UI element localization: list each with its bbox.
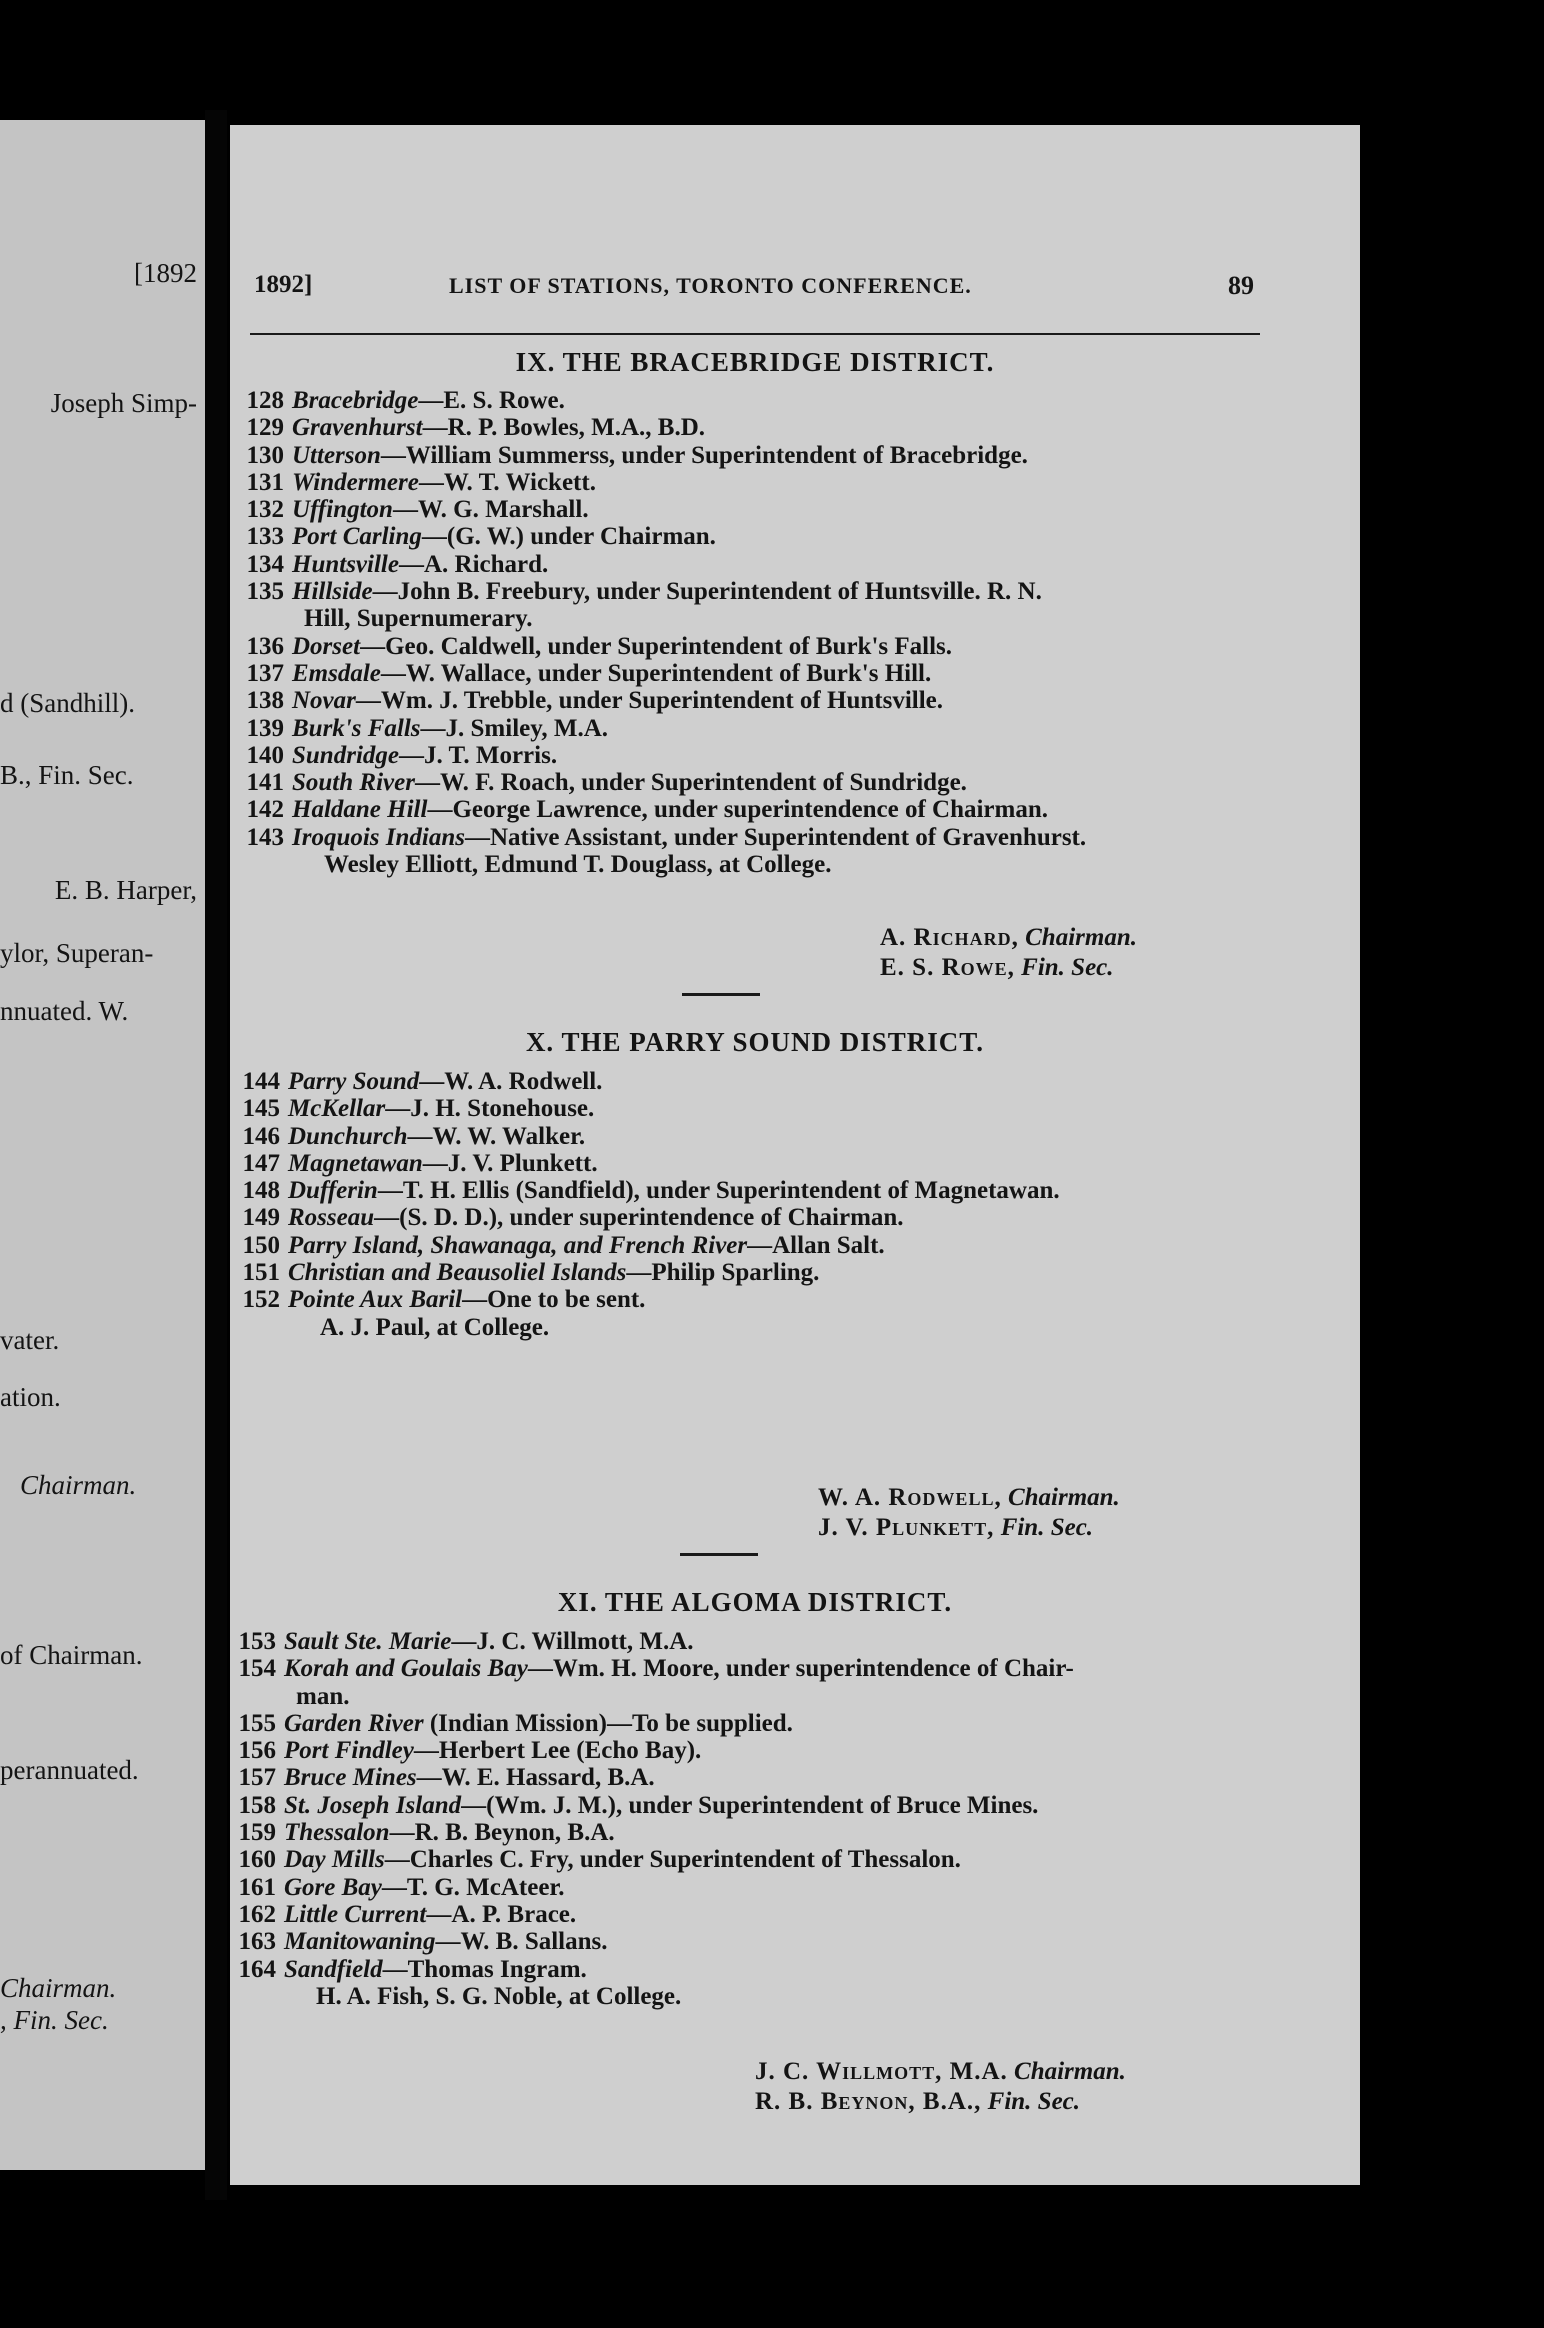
officer-name: J. C. Willmott, M.A. bbox=[755, 2058, 1008, 2085]
station-entry bbox=[234, 1901, 1274, 1928]
station-number: 132 bbox=[246, 496, 284, 524]
station-place: Day Mills bbox=[284, 1846, 385, 1874]
chairman-line bbox=[755, 2057, 1126, 2087]
station-number: 148 bbox=[242, 1177, 280, 1205]
station-entry bbox=[238, 1150, 1278, 1177]
station-text: —(S. D. D.), under superintendence of Chairman. bbox=[374, 1204, 904, 1232]
station-text: —Geo. Caldwell, under Superintendent of Burk's Falls. bbox=[360, 632, 953, 660]
station-number: 162 bbox=[238, 1900, 276, 1928]
station-number: 129 bbox=[246, 414, 284, 442]
officer-name: W. A. Rodwell, bbox=[818, 1484, 1002, 1511]
station-place: Gravenhurst bbox=[292, 414, 423, 442]
station-number: 146 bbox=[242, 1122, 280, 1150]
station-text: —J. T. Morris. bbox=[398, 741, 558, 769]
station-place: Parry Island, Shawanaga, and French River bbox=[288, 1231, 748, 1259]
college-note: H. A. Fish, S. G. Noble, at College. bbox=[316, 1982, 682, 2010]
left-page-fragment bbox=[0, 120, 205, 2170]
station-entry bbox=[242, 523, 1282, 550]
station-entry bbox=[242, 387, 1282, 414]
station-entry bbox=[234, 1819, 1274, 1846]
station-entry bbox=[242, 660, 1282, 687]
station-entry bbox=[242, 469, 1282, 496]
station-number: 134 bbox=[246, 550, 284, 578]
station-place: Dunchurch bbox=[288, 1122, 408, 1150]
station-place: Novar bbox=[292, 687, 356, 715]
header-rule bbox=[250, 333, 1260, 335]
station-place: Bracebridge bbox=[292, 387, 419, 414]
college-note: Wesley Elliott, Edmund T. Douglass, at College. bbox=[324, 851, 832, 879]
station-place: Korah and Goulais Bay bbox=[284, 1655, 528, 1683]
station-list bbox=[238, 1068, 1278, 1341]
station-text: —(G. W.) under Chairman. bbox=[421, 523, 716, 551]
station-number: 164 bbox=[238, 1955, 276, 1983]
station-text: —T. G. McAteer. bbox=[381, 1873, 565, 1901]
station-entry bbox=[242, 824, 1282, 851]
left-fragment: [1892 bbox=[134, 258, 197, 288]
officer-role: Fin. Sec. bbox=[987, 2088, 1081, 2115]
station-text: —Charles C. Fry, under Superintendent of Thessalon. bbox=[384, 1846, 961, 1874]
station-text: —J. H. Stonehouse. bbox=[385, 1095, 595, 1123]
chairman-line bbox=[880, 923, 1137, 953]
station-number: 160 bbox=[238, 1846, 276, 1874]
station-text: —Thomas Ingram. bbox=[382, 1955, 587, 1983]
officer-role: Fin. Sec. bbox=[1000, 1514, 1094, 1541]
station-text: —R. P. Bowles, M.A., B.D. bbox=[422, 414, 706, 442]
station-entry bbox=[242, 796, 1282, 823]
station-place: Manitowaning bbox=[284, 1928, 436, 1956]
station-entry bbox=[234, 1928, 1274, 1955]
page-number: 89 bbox=[1228, 271, 1254, 300]
station-entry bbox=[242, 687, 1282, 714]
station-text: —John B. Freebury, under Superintendent of Huntsville. R. N. bbox=[372, 578, 1042, 606]
station-entry bbox=[234, 1710, 1274, 1737]
station-number: 136 bbox=[246, 632, 284, 660]
district-officers bbox=[880, 923, 1137, 983]
left-fragment: of Chairman. bbox=[0, 1640, 143, 1670]
left-fragment: E. B. Harper, bbox=[54, 875, 197, 905]
station-number: 158 bbox=[238, 1791, 276, 1819]
station-text: —W. Wallace, under Superintendent of Burk's Hill. bbox=[380, 659, 932, 687]
station-number: 149 bbox=[242, 1204, 280, 1232]
station-number: 137 bbox=[246, 659, 284, 687]
station-place: McKellar bbox=[288, 1095, 386, 1123]
left-fragment: perannuated. bbox=[0, 1755, 139, 1785]
station-number: 145 bbox=[242, 1095, 280, 1123]
station-number: 159 bbox=[238, 1819, 276, 1847]
district-officers bbox=[755, 2057, 1126, 2117]
left-fragment: , Fin. Sec. bbox=[0, 2005, 109, 2035]
station-place: Sault Ste. Marie bbox=[284, 1628, 452, 1655]
book-gutter bbox=[205, 110, 227, 2200]
station-text: —J. Smiley, M.A. bbox=[420, 714, 609, 742]
station-list bbox=[234, 1628, 1274, 2010]
station-entry bbox=[242, 633, 1282, 660]
left-fragment: ation. bbox=[0, 1382, 61, 1412]
left-fragment: d (Sandhill). bbox=[0, 688, 135, 718]
station-number: 139 bbox=[246, 714, 284, 742]
station-place: Thessalon bbox=[284, 1819, 390, 1847]
fin-sec-line bbox=[880, 953, 1137, 983]
station-text: —J. V. Plunkett. bbox=[422, 1149, 598, 1177]
left-fragment: ylor, Superan- bbox=[0, 938, 154, 968]
station-entry bbox=[234, 1764, 1274, 1791]
station-continuation: man. bbox=[296, 1682, 350, 1710]
fin-sec-line bbox=[755, 2087, 1126, 2117]
station-entry bbox=[238, 1259, 1278, 1286]
station-text: —W. E. Hassard, B.A. bbox=[416, 1764, 655, 1792]
station-entry bbox=[242, 715, 1282, 742]
station-number: 151 bbox=[242, 1259, 280, 1287]
station-text: —Herbert Lee (Echo Bay). bbox=[413, 1737, 702, 1765]
station-place: Sundridge bbox=[292, 741, 399, 769]
station-number: 131 bbox=[246, 468, 284, 496]
station-number: 130 bbox=[246, 441, 284, 469]
station-text: —W. A. Rodwell. bbox=[419, 1068, 603, 1095]
station-number: 140 bbox=[246, 741, 284, 769]
station-place: Dorset bbox=[292, 632, 361, 660]
station-number: 128 bbox=[246, 387, 284, 414]
officer-name: J. V. Plunkett, bbox=[818, 1514, 995, 1541]
station-entry bbox=[234, 1628, 1274, 1655]
left-fragment: nnuated. W. bbox=[0, 996, 129, 1026]
station-entry bbox=[242, 769, 1282, 796]
station-place: Iroquois Indians bbox=[292, 823, 465, 851]
station-place: Windermere bbox=[292, 468, 419, 496]
page-89 bbox=[230, 125, 1360, 2185]
station-text: —A. Richard. bbox=[398, 550, 549, 578]
station-number: 161 bbox=[238, 1873, 276, 1901]
station-entry bbox=[238, 1123, 1278, 1150]
station-entry bbox=[242, 578, 1282, 605]
officer-role: Chairman. bbox=[1007, 1484, 1120, 1511]
station-number: 155 bbox=[238, 1709, 276, 1737]
left-fragment bbox=[0, 760, 134, 791]
officer-name: E. S. Rowe, bbox=[880, 954, 1015, 981]
station-number: 163 bbox=[238, 1928, 276, 1956]
station-text: —William Summerss, under Superintendent of Bracebridge. bbox=[380, 441, 1028, 469]
station-entry bbox=[242, 551, 1282, 578]
station-place: Huntsville bbox=[292, 550, 399, 578]
station-text: —Allan Salt. bbox=[747, 1231, 885, 1259]
section-separator bbox=[680, 1553, 758, 1556]
station-place: Gore Bay bbox=[284, 1873, 382, 1901]
station-entry bbox=[238, 1095, 1278, 1122]
station-number: 144 bbox=[242, 1068, 280, 1095]
station-text: —Native Assistant, under Superintendent of Gravenhurst. bbox=[465, 823, 1087, 851]
station-number: 156 bbox=[238, 1737, 276, 1765]
left-fragment-text: B., Fin. Sec. bbox=[0, 760, 134, 790]
station-number: 147 bbox=[242, 1149, 280, 1177]
station-entry bbox=[234, 1846, 1274, 1873]
station-entry bbox=[242, 414, 1282, 441]
station-number: 154 bbox=[238, 1655, 276, 1683]
station-entry bbox=[234, 1737, 1274, 1764]
station-text: —W. G. Marshall. bbox=[392, 496, 589, 524]
station-text: —J. C. Willmott, M.A. bbox=[451, 1628, 694, 1655]
station-entry bbox=[234, 1874, 1274, 1901]
station-place: Christian and Beausoliel Islands bbox=[288, 1259, 627, 1287]
station-text: (Indian Mission)—To be supplied. bbox=[423, 1709, 793, 1737]
station-entry bbox=[238, 1204, 1278, 1231]
station-text: —Wm. H. Moore, under superintendence of Chair- bbox=[527, 1655, 1074, 1683]
district-heading: XI. THE ALGOMA DISTRICT. bbox=[557, 1587, 953, 1617]
station-place: South River bbox=[292, 769, 415, 797]
station-number: 157 bbox=[238, 1764, 276, 1792]
station-text: —W. W. Walker. bbox=[407, 1122, 586, 1150]
station-text: —R. B. Beynon, B.A. bbox=[389, 1819, 615, 1847]
station-place: Burk's Falls bbox=[292, 714, 421, 742]
station-place: Dufferin bbox=[288, 1177, 378, 1205]
station-entry bbox=[238, 1232, 1278, 1259]
district-heading: IX. THE BRACEBRIDGE DISTRICT. bbox=[515, 347, 995, 377]
station-place: Uffington bbox=[292, 496, 393, 524]
station-place: Haldane Hill bbox=[292, 796, 428, 824]
station-number: 150 bbox=[242, 1231, 280, 1259]
station-text: —One to be sent. bbox=[462, 1286, 646, 1314]
station-place: Sandfield bbox=[284, 1955, 383, 1983]
officer-role: Chairman. bbox=[1025, 924, 1137, 951]
left-fragment: Chairman. bbox=[20, 1470, 137, 1500]
station-place: Port Findley bbox=[284, 1737, 414, 1765]
district-heading: X. THE PARRY SOUND DISTRICT. bbox=[525, 1027, 985, 1057]
officer-role: Fin. Sec. bbox=[1021, 954, 1114, 981]
station-number: 133 bbox=[246, 523, 284, 551]
station-text: —Philip Sparling. bbox=[626, 1259, 820, 1287]
station-place: Port Carling bbox=[292, 523, 422, 551]
station-entry bbox=[242, 742, 1282, 769]
station-place: Pointe Aux Baril bbox=[288, 1286, 463, 1314]
header-title: LIST OF STATIONS, TORONTO CONFERENCE. bbox=[449, 273, 972, 298]
district-officers bbox=[818, 1483, 1120, 1543]
station-list bbox=[242, 387, 1282, 878]
station-entry bbox=[238, 1068, 1278, 1095]
station-number: 135 bbox=[246, 578, 284, 606]
station-entry bbox=[242, 496, 1282, 523]
station-place: Emsdale bbox=[292, 659, 381, 687]
left-fragment: vater. bbox=[0, 1325, 60, 1355]
station-text: —W. F. Roach, under Superintendent of Sundridge. bbox=[414, 769, 967, 797]
left-fragment: Joseph Simp- bbox=[50, 388, 197, 418]
station-text: —George Lawrence, under superintendence of Chairman. bbox=[427, 796, 1048, 824]
chairman-line bbox=[818, 1483, 1120, 1513]
station-place: Little Current bbox=[284, 1900, 427, 1928]
officer-name: A. Richard, bbox=[880, 924, 1019, 951]
station-entry bbox=[238, 1286, 1278, 1313]
running-header bbox=[254, 271, 1254, 311]
station-text: —E. S. Rowe. bbox=[418, 387, 565, 414]
fin-sec-line bbox=[818, 1513, 1120, 1543]
officer-role: Chairman. bbox=[1014, 2058, 1126, 2085]
officer-name: R. B. Beynon, B.A., bbox=[755, 2088, 982, 2115]
station-place: Parry Sound bbox=[288, 1068, 420, 1095]
station-place: Utterson bbox=[292, 441, 381, 469]
station-place: St. Joseph Island bbox=[284, 1791, 462, 1819]
station-text: —W. B. Sallans. bbox=[435, 1928, 608, 1956]
station-text: —Wm. J. Trebble, under Superintendent of Huntsville. bbox=[355, 687, 943, 715]
college-note: A. J. Paul, at College. bbox=[320, 1313, 550, 1341]
station-text: —W. T. Wickett. bbox=[418, 468, 596, 496]
station-number: 153 bbox=[238, 1628, 276, 1655]
station-number: 138 bbox=[246, 687, 284, 715]
station-continuation: Hill, Supernumerary. bbox=[304, 605, 533, 633]
station-text: —T. H. Ellis (Sandfield), under Superintendent of Magnetawan. bbox=[377, 1177, 1060, 1205]
station-text: —(Wm. J. M.), under Superintendent of Bruce Mines. bbox=[461, 1791, 1039, 1819]
station-entry bbox=[238, 1177, 1278, 1204]
station-entry bbox=[234, 1655, 1274, 1682]
station-place: Garden River bbox=[284, 1709, 424, 1737]
station-entry bbox=[234, 1792, 1274, 1819]
left-fragment: Chairman. bbox=[0, 1973, 117, 2003]
station-number: 152 bbox=[242, 1286, 280, 1314]
station-text: —A. P. Brace. bbox=[426, 1900, 577, 1928]
station-number: 141 bbox=[246, 769, 284, 797]
station-number: 143 bbox=[246, 823, 284, 851]
station-place: Magnetawan bbox=[288, 1149, 423, 1177]
section-separator bbox=[682, 993, 760, 996]
station-entry bbox=[242, 442, 1282, 469]
station-place: Hillside bbox=[292, 578, 373, 606]
station-number: 142 bbox=[246, 796, 284, 824]
header-year: 1892] bbox=[254, 271, 313, 298]
station-place: Bruce Mines bbox=[284, 1764, 417, 1792]
station-entry bbox=[234, 1956, 1274, 1983]
station-place: Rosseau bbox=[288, 1204, 375, 1232]
